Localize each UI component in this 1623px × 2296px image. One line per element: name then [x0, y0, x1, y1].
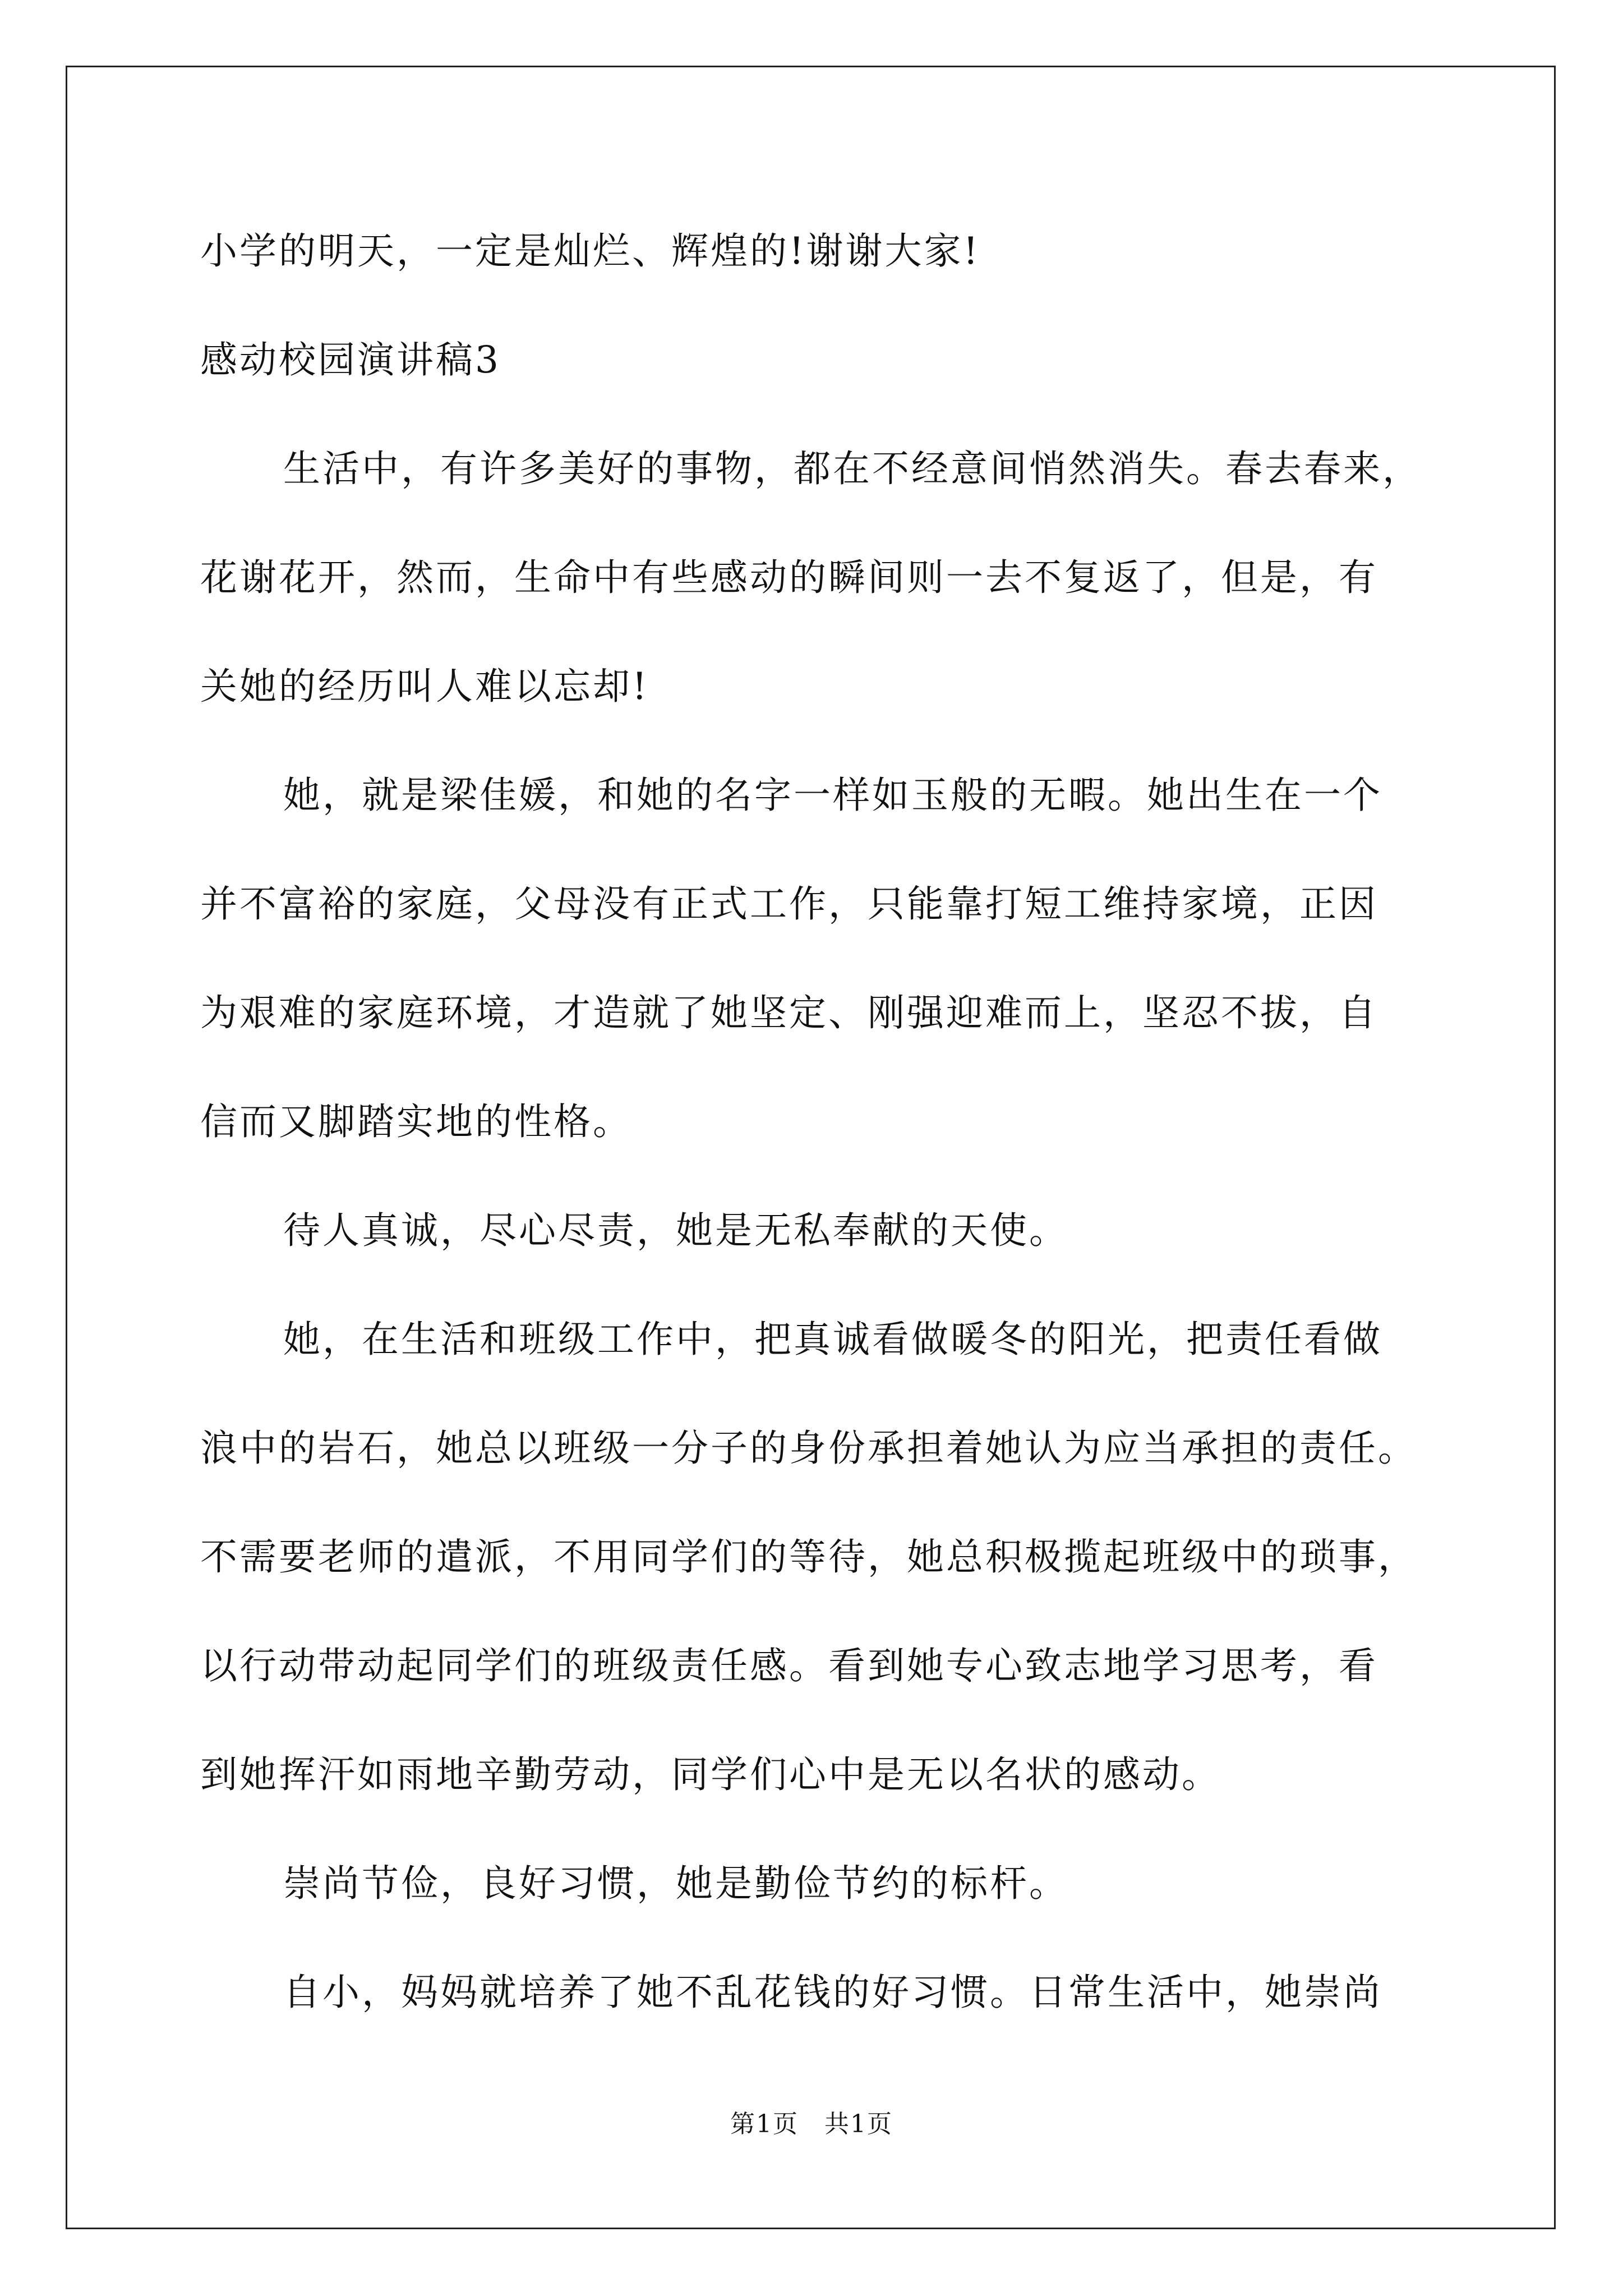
paragraph-1-line-2: 花谢花开，然而，生命中有些感动的瞬间则一去不复返了，但是，有 — [200, 556, 1378, 599]
paragraph-4-line-4: 以行动带动起同学们的班级责任感。看到她专心致志地学习思考，看 — [200, 1644, 1378, 1687]
paragraph-2-line-2: 并不富裕的家庭，父母没有正式工作，只能靠打短工维持家境，正因 — [200, 882, 1378, 926]
paragraph-2-line-1: 她，就是梁佳媛，和她的名字一样如玉般的无暇。她出生在一个 — [283, 774, 1382, 817]
paragraph-1-line-3: 关她的经历叫人难以忘却! — [200, 665, 649, 708]
paragraph-3-line-1: 待人真诚，尽心尽责，她是无私奉献的天使。 — [283, 1209, 1068, 1252]
paragraph-4-line-5: 到她挥汗如雨地辛勤劳动，同学们心中是无以名状的感动。 — [200, 1753, 1221, 1796]
paragraph-6-line-1: 自小，妈妈就培养了她不乱花钱的好习惯。日常生活中，她崇尚 — [283, 1971, 1382, 2014]
section-title: 感动校园演讲稿3 — [200, 338, 501, 381]
page-number-footer: 第1页 共1页 — [730, 2110, 893, 2138]
text-line-closing: 小学的明天，一定是灿烂、辉煌的!谢谢大家! — [200, 229, 981, 273]
paragraph-1-line-1: 生活中，有许多美好的事物，都在不经意间悄然消失。春去春来， — [283, 447, 1422, 490]
paragraph-4-line-3: 不需要老师的遣派，不用同学们的等待，她总积极揽起班级中的琐事， — [200, 1535, 1417, 1579]
paragraph-2-line-3: 为艰难的家庭环境，才造就了她坚定、刚强迎难而上，坚忍不拔，自 — [200, 991, 1378, 1034]
paragraph-2-line-4: 信而又脚踏实地的性格。 — [200, 1100, 632, 1143]
paragraph-4-line-1: 她，在生活和班级工作中，把真诚看做暖冬的阳光，把责任看做 — [283, 1318, 1382, 1361]
paragraph-5-line-1: 崇尚节俭，良好习惯，她是勤俭节约的标杆。 — [283, 1862, 1068, 1905]
paragraph-4-line-2: 浪中的岩石，她总以班级一分子的身份承担着她认为应当承担的责任。 — [200, 1427, 1417, 1470]
